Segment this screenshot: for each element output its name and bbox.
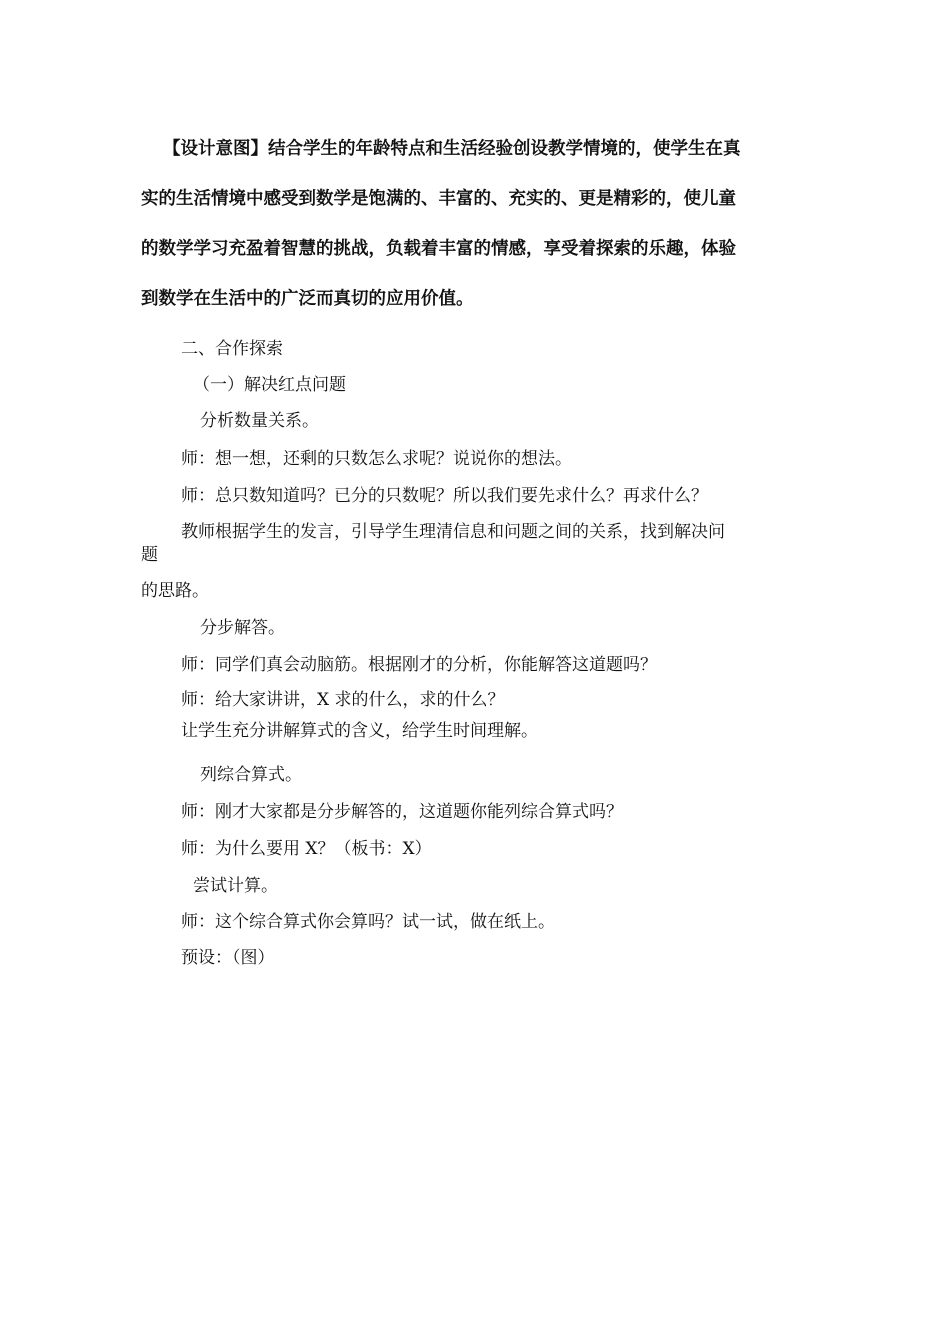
section-heading: 二、合作探索 <box>181 339 283 359</box>
preset-label: 预设：（图） <box>181 948 275 968</box>
analysis-question-1: 师：想一想，还剩的只数怎么求呢？说说你的想法。 <box>181 449 572 469</box>
design-intent-line-3: 的数学学习充盈着智慧的挑战，负载着丰富的情感，享受着探索的乐趣，体验 <box>141 239 736 259</box>
design-intent-line-2: 实的生活情境中感受到数学是饱满的、丰富的、充实的、更是精彩的，使儿童 <box>141 189 736 209</box>
design-intent-line-4: 到数学在生活中的广泛而真切的应用价值。 <box>141 289 474 309</box>
combined-question-1: 师：刚才大家都是分步解答的，这道题你能列综合算式吗？ <box>181 802 623 822</box>
step-question-1: 师：同学们真会动脑筋。根据刚才的分析，你能解答这道题吗？ <box>181 655 657 675</box>
guide-paragraph-wrap: 题 <box>141 545 158 565</box>
analysis-question-2: 师：总只数知道吗？已分的只数呢？所以我们要先求什么？再求什么？ <box>181 486 708 506</box>
step-title: 分步解答。 <box>200 618 285 638</box>
combined-question-2: 师：为什么要用 X？（板书：X） <box>181 839 432 859</box>
analysis-title: 分析数量关系。 <box>200 411 319 431</box>
step-note: 让学生充分讲解算式的含义，给学生时间理解。 <box>181 721 538 741</box>
combined-title: 列综合算式。 <box>200 765 302 785</box>
design-intent-line-1: 【设计意图】结合学生的年龄特点和生活经验创设教学情境的，使学生在真 <box>163 139 741 159</box>
step-question-2: 师：给大家讲讲，X 求的什么，求的什么？ <box>181 690 505 710</box>
section-subheading: （一）解决红点问题 <box>193 375 346 395</box>
guide-paragraph-line-1: 教师根据学生的发言，引导学生理清信息和问题之间的关系，找到解决问 <box>181 522 725 542</box>
guide-paragraph-line-2: 的思路。 <box>141 581 209 601</box>
try-question-1: 师：这个综合算式你会算吗？试一试，做在纸上。 <box>181 912 555 932</box>
try-title: 尝试计算。 <box>193 876 278 896</box>
